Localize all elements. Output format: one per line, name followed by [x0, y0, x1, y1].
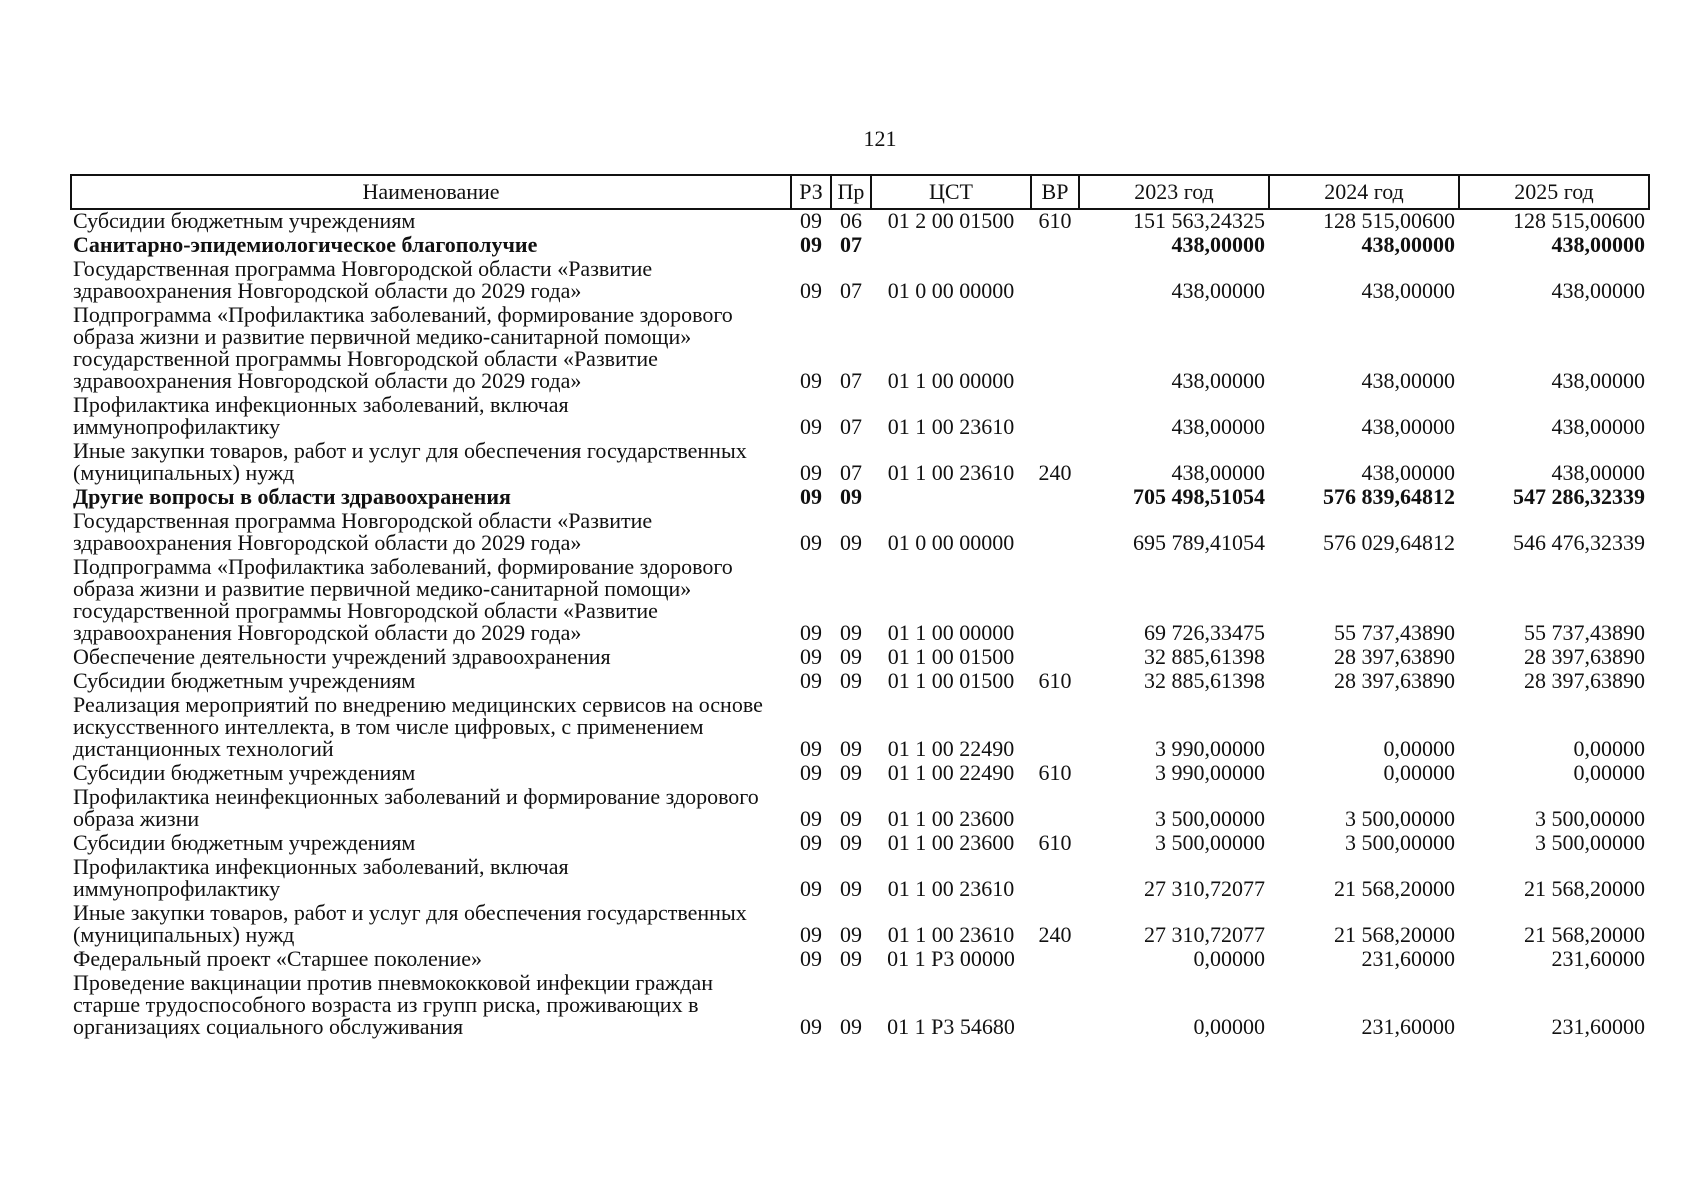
cell-2023: 32 885,61398: [1144, 668, 1265, 693]
cell-cst: 01 1 00 00000: [887, 620, 1015, 645]
table-row: [71, 304, 1649, 394]
cell-name: Проведение вакцинации против пневмококковой инфекции граждан старше трудоспособного возраста из групп риска, проживающих в организациях социального обслуживания: [73, 970, 713, 1039]
cell-vr: [1031, 856, 1079, 902]
cell-vr: [1031, 394, 1079, 440]
cell-cst: 01 1 00 22490: [887, 736, 1015, 761]
table-row: [71, 258, 1649, 304]
cell-pr: 07: [840, 368, 862, 393]
cell-cst: 01 1 00 22490: [887, 760, 1015, 785]
cell-vr: [1031, 694, 1079, 762]
table-row: [71, 394, 1649, 440]
cell-2025: 28 397,63890: [1524, 644, 1645, 669]
table-row: [71, 646, 1649, 670]
cell-pr: 07: [840, 278, 862, 303]
cell-cst: 01 1 00 23600: [887, 806, 1015, 831]
cell-2025: 438,00000: [1551, 460, 1645, 485]
table-row: [71, 972, 1649, 1040]
table-body: [71, 209, 1649, 1040]
table-row: [71, 948, 1649, 972]
cell-2024: 438,00000: [1361, 232, 1455, 257]
cell-name: Субсидии бюджетным учреждениям: [73, 830, 416, 855]
cell-name: Профилактика инфекционных заболеваний, включая иммунопрофилактику: [73, 392, 569, 439]
cell-cst: 01 1 Р3 54680: [887, 1014, 1015, 1039]
table-header-row: [71, 175, 1649, 209]
cell-2024: 28 397,63890: [1334, 668, 1455, 693]
cell-rz: 09: [800, 736, 822, 761]
cell-vr: [1031, 304, 1079, 394]
cell-pr: 07: [840, 460, 862, 485]
cell-2024: 231,60000: [1361, 946, 1455, 971]
table-row: [71, 762, 1649, 786]
cell-2025: 0,00000: [1573, 736, 1645, 761]
col-header-name: Наименование: [71, 175, 791, 209]
cell-pr: 09: [840, 760, 862, 785]
cell-pr: 09: [840, 736, 862, 761]
cell-rz: 09: [800, 414, 822, 439]
cell-cst: 01 0 00 00000: [887, 278, 1015, 303]
cell-2024: 438,00000: [1361, 460, 1455, 485]
table-row: [71, 234, 1649, 258]
cell-name: Подпрограмма «Профилактика заболеваний, формирование здорового образа жизни и развитие первичной медико-санитарной помощи» государственной программы Новгородской области «Развитие здравоохранения Новгородской области до 2029 года»: [73, 554, 733, 645]
cell-rz: 09: [800, 806, 822, 831]
cell-2025: 0,00000: [1573, 760, 1645, 785]
cell-2025: 28 397,63890: [1524, 668, 1645, 693]
cell-rz: 09: [800, 830, 822, 855]
cell-vr: [1031, 258, 1079, 304]
cell-vr: [1031, 486, 1079, 510]
cell-2024: 28 397,63890: [1334, 644, 1455, 669]
cell-name: Профилактика неинфекционных заболеваний и формирование здорового образа жизни: [73, 784, 759, 831]
cell-2023: 0,00000: [1193, 1014, 1265, 1039]
cell-2024: 21 568,20000: [1334, 922, 1455, 947]
cell-cst: [871, 234, 1031, 258]
cell-pr: 09: [840, 806, 862, 831]
cell-2025: 3 500,00000: [1535, 830, 1645, 855]
cell-rz: 09: [800, 460, 822, 485]
cell-2023: 3 990,00000: [1155, 736, 1265, 761]
cell-2025: 21 568,20000: [1524, 876, 1645, 901]
cell-2024: 576 839,64812: [1323, 484, 1455, 509]
cell-vr: 610: [1038, 760, 1072, 785]
cell-2024: 0,00000: [1383, 736, 1455, 761]
cell-2023: 27 310,72077: [1144, 876, 1265, 901]
cell-vr: 240: [1038, 922, 1072, 947]
cell-2024: 55 737,43890: [1334, 620, 1455, 645]
cell-pr: 07: [840, 414, 862, 439]
cell-name: Реализация мероприятий по внедрению медицинских сервисов на основе искусственного интеллекта, в том числе цифровых, с применением дистанционных технологий: [73, 692, 763, 761]
cell-2023: 438,00000: [1171, 368, 1265, 393]
cell-vr: 610: [1038, 208, 1072, 233]
cell-2024: 3 500,00000: [1345, 830, 1455, 855]
cell-2025: 128 515,00600: [1513, 208, 1645, 233]
cell-pr: 09: [840, 668, 862, 693]
budget-table: [70, 174, 1650, 1040]
cell-vr: [1031, 234, 1079, 258]
cell-pr: 09: [840, 876, 862, 901]
cell-name: Субсидии бюджетным учреждениям: [73, 668, 416, 693]
cell-cst: 01 1 00 23610: [887, 876, 1015, 901]
col-header-cst: ЦСТ: [871, 175, 1031, 209]
cell-pr: 09: [840, 830, 862, 855]
table-row: [71, 556, 1649, 646]
cell-rz: 09: [800, 946, 822, 971]
cell-2023: 69 726,33475: [1144, 620, 1265, 645]
cell-2023: 438,00000: [1171, 278, 1265, 303]
cell-rz: 09: [800, 368, 822, 393]
cell-name: Субсидии бюджетным учреждениям: [73, 208, 416, 233]
cell-pr: 09: [840, 530, 862, 555]
cell-2023: 0,00000: [1193, 946, 1265, 971]
cell-2023: 3 990,00000: [1155, 760, 1265, 785]
cell-rz: 09: [800, 530, 822, 555]
cell-cst: 01 1 Р3 00000: [887, 946, 1015, 971]
col-header-rz: РЗ: [791, 175, 831, 209]
cell-name: Обеспечение деятельности учреждений здравоохранения: [73, 644, 611, 669]
cell-2023: 3 500,00000: [1155, 830, 1265, 855]
cell-2024: 576 029,64812: [1323, 530, 1455, 555]
cell-rz: 09: [800, 922, 822, 947]
cell-pr: 09: [840, 484, 862, 509]
cell-vr: [1031, 556, 1079, 646]
cell-2025: 438,00000: [1551, 278, 1645, 303]
cell-2025: 21 568,20000: [1524, 922, 1645, 947]
cell-cst: 01 2 00 01500: [887, 208, 1015, 233]
cell-cst: 01 1 00 23600: [887, 830, 1015, 855]
cell-rz: 09: [800, 760, 822, 785]
cell-rz: 09: [800, 484, 822, 509]
cell-name: Федеральный проект «Старшее поколение»: [73, 946, 483, 971]
cell-cst: 01 1 00 01500: [887, 644, 1015, 669]
cell-2023: 705 498,51054: [1133, 484, 1265, 509]
cell-2025: 231,60000: [1551, 1014, 1645, 1039]
cell-pr: 06: [840, 208, 862, 233]
col-header-vr: ВР: [1031, 175, 1079, 209]
cell-name: Государственная программа Новгородской области «Развитие здравоохранения Новгородской области до 2029 года»: [73, 256, 653, 303]
cell-pr: 09: [840, 620, 862, 645]
cell-2025: 3 500,00000: [1535, 806, 1645, 831]
cell-2025: 438,00000: [1551, 368, 1645, 393]
cell-2024: 0,00000: [1383, 760, 1455, 785]
cell-rz: 09: [800, 208, 822, 233]
cell-cst: 01 1 00 23610: [887, 460, 1015, 485]
cell-name: Санитарно-эпидемиологическое благополучие: [73, 232, 538, 257]
cell-2025: 438,00000: [1551, 232, 1645, 257]
cell-vr: [1031, 786, 1079, 832]
cell-rz: 09: [800, 644, 822, 669]
cell-2023: 438,00000: [1171, 232, 1265, 257]
table-row: [71, 694, 1649, 762]
cell-2024: 231,60000: [1361, 1014, 1455, 1039]
col-header-pr: Пр: [831, 175, 871, 209]
cell-cst: 01 1 00 23610: [887, 414, 1015, 439]
cell-vr: [1031, 646, 1079, 670]
col-header-2025: 2025 год: [1459, 175, 1649, 209]
cell-pr: 09: [840, 922, 862, 947]
cell-pr: 09: [840, 946, 862, 971]
cell-2023: 27 310,72077: [1144, 922, 1265, 947]
cell-2023: 151 563,24325: [1133, 208, 1265, 233]
cell-name: Подпрограмма «Профилактика заболеваний, формирование здорового образа жизни и развитие первичной медико-санитарной помощи» государственной программы Новгородской области «Развитие здравоохранения Новгородской области до 2029 года»: [73, 302, 733, 393]
cell-rz: 09: [800, 668, 822, 693]
cell-2025: 547 286,32339: [1513, 484, 1645, 509]
table-row: [71, 209, 1649, 234]
cell-rz: 09: [800, 620, 822, 645]
cell-2023: 695 789,41054: [1133, 530, 1265, 555]
cell-pr: 09: [840, 644, 862, 669]
cell-2024: 438,00000: [1361, 368, 1455, 393]
table-row: [71, 786, 1649, 832]
cell-rz: 09: [800, 278, 822, 303]
cell-2024: 438,00000: [1361, 414, 1455, 439]
cell-2024: 438,00000: [1361, 278, 1455, 303]
cell-2023: 438,00000: [1171, 414, 1265, 439]
cell-name: Другие вопросы в области здравоохранения: [73, 484, 511, 509]
cell-2024: 21 568,20000: [1334, 876, 1455, 901]
col-header-2024: 2024 год: [1269, 175, 1459, 209]
cell-rz: 09: [800, 232, 822, 257]
cell-2024: 128 515,00600: [1323, 208, 1455, 233]
cell-2023: 32 885,61398: [1144, 644, 1265, 669]
cell-2023: 3 500,00000: [1155, 806, 1265, 831]
cell-pr: 07: [840, 232, 862, 257]
table-row: [71, 902, 1649, 948]
cell-vr: 240: [1038, 460, 1072, 485]
cell-name: Профилактика инфекционных заболеваний, включая иммунопрофилактику: [73, 854, 569, 901]
cell-cst: 01 1 00 00000: [887, 368, 1015, 393]
cell-2025: 55 737,43890: [1524, 620, 1645, 645]
cell-rz: 09: [800, 876, 822, 901]
table-row: [71, 440, 1649, 486]
table-row: [71, 510, 1649, 556]
cell-rz: 09: [800, 1014, 822, 1039]
cell-cst: [871, 486, 1031, 510]
cell-name: Субсидии бюджетным учреждениям: [73, 760, 416, 785]
table-row: [71, 856, 1649, 902]
cell-2024: 3 500,00000: [1345, 806, 1455, 831]
cell-name: Иные закупки товаров, работ и услуг для обеспечения государственных (муниципальных) нужд: [73, 438, 747, 485]
cell-cst: 01 0 00 00000: [887, 530, 1015, 555]
cell-vr: 610: [1038, 830, 1072, 855]
cell-pr: 09: [840, 1014, 862, 1039]
cell-vr: 610: [1038, 668, 1072, 693]
page-number: 121: [863, 126, 897, 151]
cell-vr: [1031, 510, 1079, 556]
cell-cst: 01 1 00 23610: [887, 922, 1015, 947]
cell-vr: [1031, 948, 1079, 972]
table-row: [71, 832, 1649, 856]
cell-2025: 438,00000: [1551, 414, 1645, 439]
cell-name: Государственная программа Новгородской области «Развитие здравоохранения Новгородской области до 2029 года»: [73, 508, 653, 555]
cell-2023: 438,00000: [1171, 460, 1265, 485]
cell-name: Иные закупки товаров, работ и услуг для обеспечения государственных (муниципальных) нужд: [73, 900, 747, 947]
cell-2025: 546 476,32339: [1513, 530, 1645, 555]
table-row: [71, 670, 1649, 694]
cell-vr: [1031, 972, 1079, 1040]
cell-cst: 01 1 00 01500: [887, 668, 1015, 693]
table-row: [71, 486, 1649, 510]
col-header-2023: 2023 год: [1079, 175, 1269, 209]
cell-2025: 231,60000: [1551, 946, 1645, 971]
